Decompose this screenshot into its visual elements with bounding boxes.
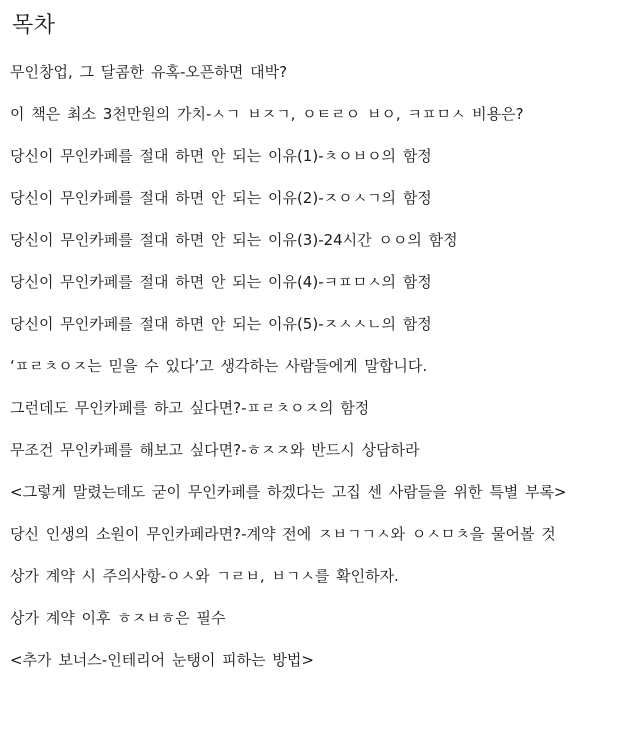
toc-item: <그렇게 말렸는데도 굳이 무인카페를 하겠다는 고집 센 사람들을 위한 특별 부록> — [10, 483, 567, 501]
toc-list — [10, 58, 612, 688]
toc-item: 당신이 무인카페를 절대 하면 안 되는 이유(4)-ㅋㅍㅁㅅ의 함정 — [10, 273, 432, 291]
toc-item: 그런데도 무인카페를 하고 싶다면?-ㅍㄹㅊㅇㅈ의 함정 — [10, 399, 370, 417]
toc-item: <추가 보너스-인테리어 눈탱이 피하는 방법> — [10, 651, 314, 669]
toc-item: ‘ㅍㄹㅊㅇㅈ는 믿을 수 있다’고 생각하는 사람들에게 말합니다. — [10, 357, 428, 375]
toc-item: 당신이 무인카페를 절대 하면 안 되는 이유(2)-ㅈㅇㅅㄱ의 함정 — [10, 189, 432, 207]
toc-item: 무조건 무인카페를 해보고 싶다면?-ㅎㅈㅈ와 반드시 상담하라 — [10, 441, 420, 459]
toc-item: 무인창업, 그 달콤한 유혹-오픈하면 대박? — [10, 63, 288, 81]
toc-item: 당신이 무인카페를 절대 하면 안 되는 이유(3)-24시간 ㅇㅇ의 함정 — [10, 231, 458, 249]
toc-item: 당신이 무인카페를 절대 하면 안 되는 이유(1)-ㅊㅇㅂㅇ의 함정 — [10, 147, 432, 165]
toc-item: 당신이 무인카페를 절대 하면 안 되는 이유(5)-ㅈㅅㅅㄴ의 함정 — [10, 315, 432, 333]
toc-item: 당신 인생의 소원이 무인카페라면?-계약 전에 ㅈㅂㄱㄱㅅ와 ㅇㅅㅁㅊ을 물어볼 것 — [10, 525, 556, 543]
toc-item: 상가 계약 이후 ㅎㅈㅂㅎ은 필수 — [10, 609, 226, 627]
toc-item: 이 책은 최소 3천만원의 가치-ㅅㄱ ㅂㅈㄱ, ㅇㅌㄹㅇ ㅂㅇ, ㅋㅍㅁㅅ 비용은? — [10, 105, 524, 123]
page-title: 목차 — [12, 13, 56, 38]
toc-item: 상가 계약 시 주의사항-ㅇㅅ와 ㄱㄹㅂ, ㅂㄱㅅ를 확인하자. — [10, 567, 399, 585]
